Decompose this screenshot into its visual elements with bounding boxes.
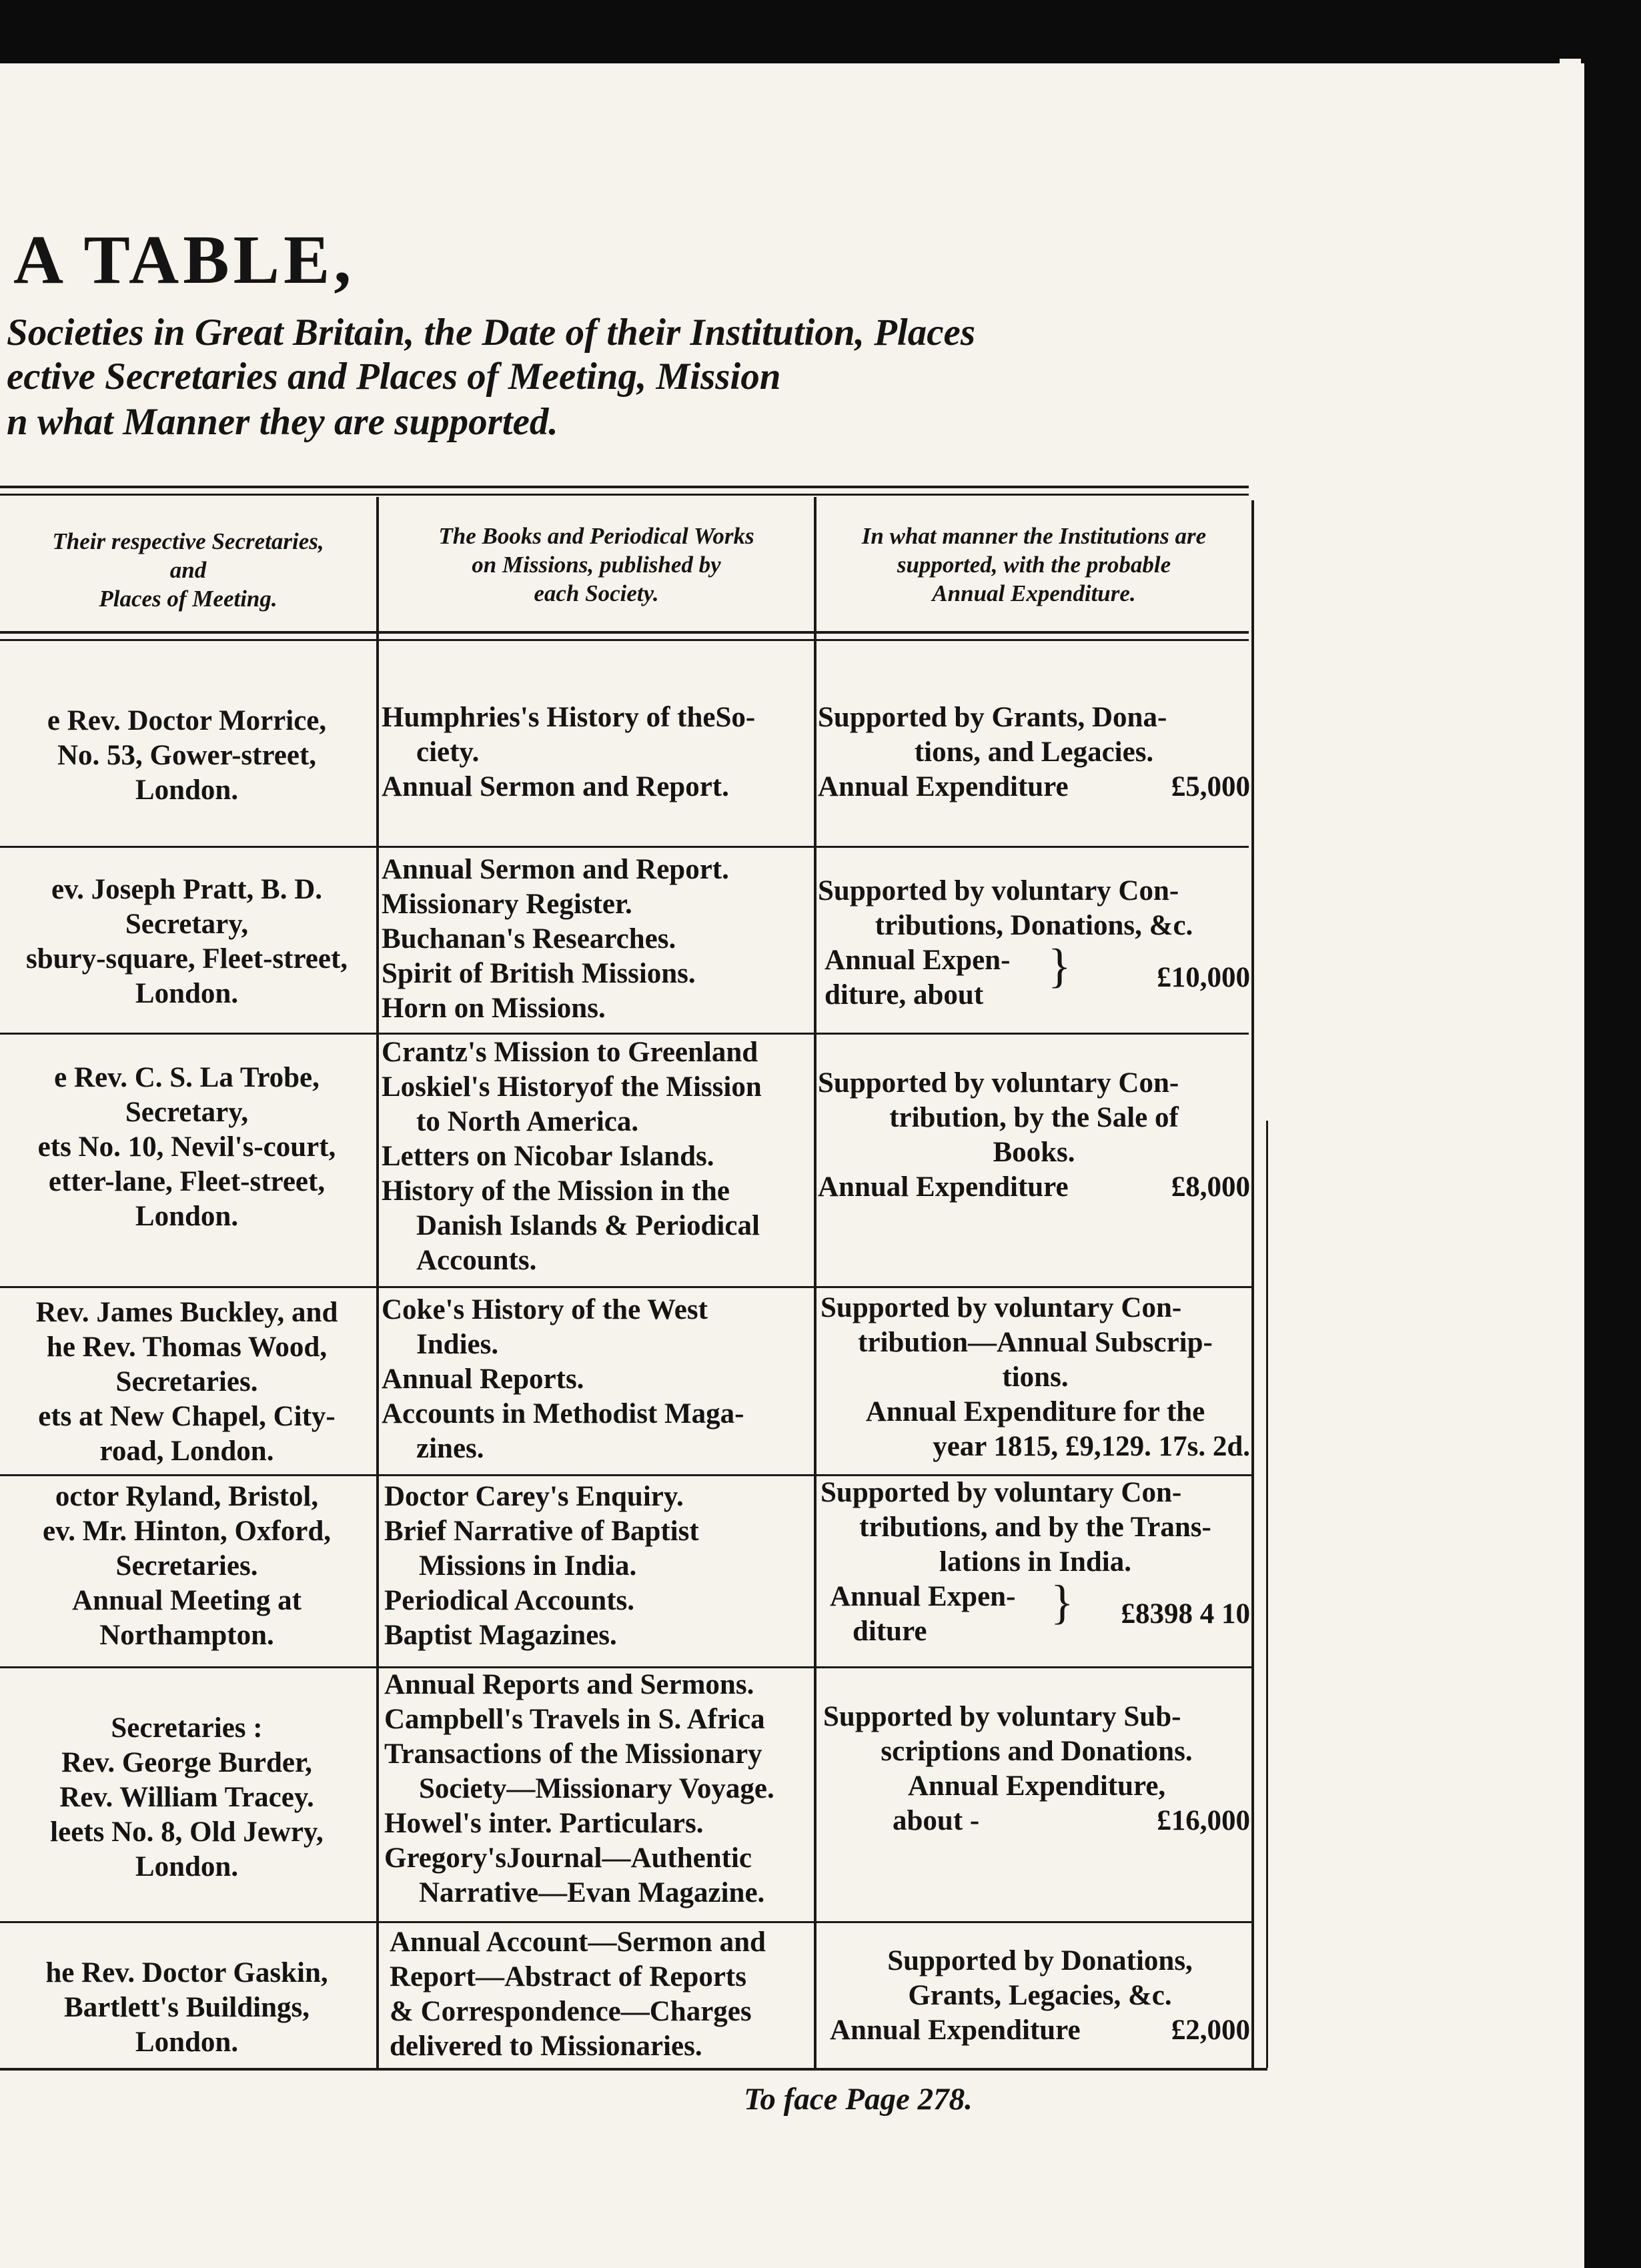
scan-border-top (0, 0, 1584, 63)
row-rule-3 (0, 1286, 1254, 1288)
row-7-secretaries: he Rev. Doctor Gaskin, Bartlett's Buildings, London. (45, 1957, 328, 2058)
row-1-secretaries: e Rev. Doctor Morrice, No. 53, Gower-street, London. (47, 705, 327, 806)
row-3-support: Supported by voluntary Con- tribution, by the Sale of Books. Annual Expenditure £8,000 (818, 1067, 1250, 1203)
row-5-support: Supported by voluntary Con- tributions, and by the Trans- lations in India. Annual Expen- diture } £8398 4 10 (820, 1477, 1250, 1647)
header-bottom-rule-2 (0, 639, 1249, 641)
right-rule (1251, 500, 1254, 2068)
subtitle-line-1: Societies in Great Britain, the Date of their Institution, Places (7, 312, 976, 354)
right-rule-outer (1266, 1121, 1268, 2068)
row-rule-1 (0, 846, 1249, 848)
table-top-rule (0, 486, 1249, 488)
brace-icon: } (1048, 939, 1071, 993)
row-3-books: Crantz's Mission to Greenland Loskiel's Historyof the Mission to North America. Letters on Nicobar Islands. History of the Mission in the Danish Islands & Periodical Accounts. (382, 1037, 762, 1276)
row-2-support: Supported by voluntary Con- tributions, Donations, &c. Annual Expen- diture, about } £10,000 (818, 875, 1250, 1011)
page-title: A TABLE, (13, 221, 356, 298)
row-5-secretaries: octor Ryland, Bristol, ev. Mr. Hinton, Oxford, Secretaries. Annual Meeting at Northampton. (43, 1481, 331, 1651)
subtitle-line-3: n what Manner they are supported. (7, 401, 558, 443)
row-1-books: Humphries's History of theSo- ciety. Annual Sermon and Report. (382, 702, 756, 802)
row-2-secretaries: ev. Joseph Pratt, B. D. Secretary, sbury-square, Fleet-street, London. (25, 874, 348, 1009)
row-rule-2 (0, 1033, 1249, 1035)
row-4-secretaries: Rev. James Buckley, and he Rev. Thomas Wood, Secretaries. ets at New Chapel, City- road, London. (35, 1297, 338, 1467)
row-2-books: Annual Sermon and Report. Missionary Register. Buchanan's Researches. Spirit of British Missions. Horn on Missions. (382, 854, 729, 1024)
column-rule-2 (814, 497, 816, 2068)
row-6-support: Supported by voluntary Sub- scriptions and Donations. Annual Expenditure, about - £16,000 (823, 1701, 1250, 1836)
row-7-support: Supported by Donations, Grants, Legacies, &c. Annual Expenditure £2,000 (830, 1945, 1250, 2046)
row-5-books: Doctor Carey's Enquiry. Brief Narrative of Baptist Missions in India. Periodical Accounts. Baptist Magazines. (384, 1481, 699, 1651)
row-4-support: Supported by voluntary Con- tribution—Annual Subscrip- tions. Annual Expenditure for the year 1815, £9,129. 17s. 2d. (820, 1292, 1250, 1462)
table-bottom-rule (0, 2068, 1267, 2071)
scan-border-right (1584, 0, 1641, 2268)
row-rule-6 (0, 1921, 1254, 1923)
row-1-support: Supported by Grants, Dona- tions, and Legacies. Annual Expenditure £5,000 (818, 702, 1250, 802)
table-top-rule-2 (0, 494, 1249, 496)
row-7-books: Annual Account—Sermon and Report—Abstract of Reports & Correspondence—Charges delivered to Missionaries. (390, 1926, 766, 2062)
row-6-books: Annual Reports and Sermons. Campbell's Travels in S. Africa Transactions of the Missionary Society—Missionary Voyage. Howel's inter. Particulars. Gregory'sJournal—Authentic Narrative—Evan Magazine. (384, 1669, 774, 1908)
brace-icon: } (1051, 1576, 1074, 1629)
column-rule-1 (376, 497, 379, 2068)
row-4-books: Coke's History of the West Indies. Annual Reports. Accounts in Methodist Maga- zines. (382, 1294, 744, 1464)
row-6-secretaries: Secretaries : Rev. George Burder, Rev. William Tracey. leets No. 8, Old Jewry, London. (50, 1712, 324, 1882)
header-books: The Books and Periodical Works on Missions, published by each Society. (438, 523, 754, 606)
page-reference: To face Page 278. (744, 2082, 973, 2117)
row-3-secretaries: e Rev. C. S. La Trobe, Secretary, ets No. 10, Nevil's-court, etter-lane, Fleet-street, London. (37, 1062, 336, 1232)
subtitle-line-2: ective Secretaries and Places of Meeting, Mission (7, 356, 781, 398)
page-corner (1560, 59, 1581, 65)
header-bottom-rule (0, 631, 1249, 634)
header-support: In what manner the Institutions are supported, with the probable Annual Expenditure. (861, 523, 1207, 606)
header-secretaries: Their respective Secretaries, and Places of Meeting. (52, 528, 324, 612)
